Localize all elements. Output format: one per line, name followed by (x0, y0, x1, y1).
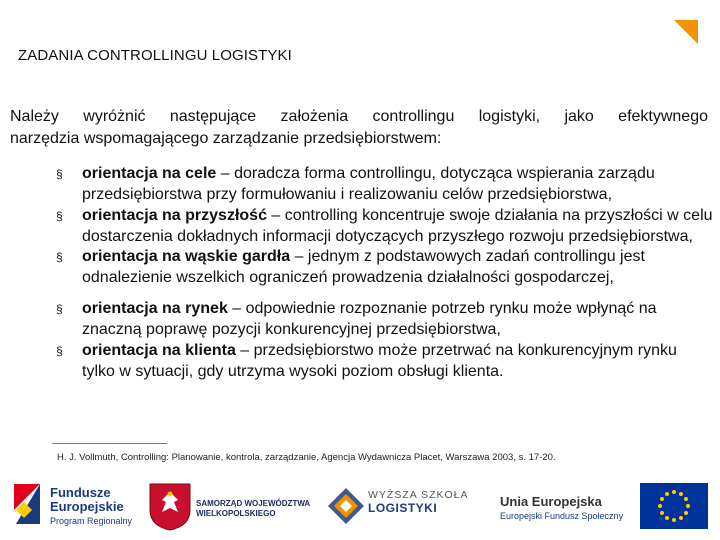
bullet-marker: § (56, 250, 63, 264)
list-item (0, 247, 714, 288)
bullet-text: – przedsiębiorstwo może przetrwać na konkurencyjnym rynku tylko w sytuacji, gdy utrzyma wysoki poziom obsługi klienta. (82, 342, 677, 380)
bullet-text: – odpowiednie rozpoznanie potrzeb rynku może wpłynąć na znaczną poprawę pozycji konkurencyjnej przedsiębiorstwa, (82, 300, 657, 338)
footnote-divider (52, 443, 167, 444)
bullet-marker: § (56, 167, 63, 181)
bullet-heading: orientacja na przyszłość (82, 207, 267, 224)
bullet-text: – controlling koncentruje swoje działania na przyszłości w celu dostarczenia dokładnych informacji dotyczących przyszłego rozwoju przedsiębiorstwa, (82, 207, 713, 245)
samorzad-line-2: WIELKOPOLSKIEGO (196, 509, 276, 518)
list-item (0, 341, 714, 382)
samorzad-line-1: SAMORZĄD WOJEWÓDZTWA (196, 499, 311, 508)
eu-flag-icon (640, 483, 708, 529)
intro-paragraph (10, 106, 708, 150)
bullet-list (0, 164, 720, 382)
ue-line-2: Europejski Fundusz Społeczny (500, 511, 624, 521)
samorzad-logo-text (196, 499, 310, 519)
list-item (0, 299, 714, 340)
corner-triangle-icon (674, 20, 698, 44)
fe-line-2: Europejskie (50, 499, 124, 514)
bullet-text: – doradcza forma controllingu, dotycząca wspierania zarządu przedsiębiorstwa przy formułowaniu i realizowaniu celów przedsiębiorstwa, (82, 165, 655, 203)
wsl-logo-icon (326, 486, 366, 526)
ue-line-1: Unia Europejska (500, 494, 602, 509)
bullet-marker: § (56, 209, 63, 223)
wsl-line-2: LOGISTYKI (368, 501, 438, 515)
unia-europejska-logo-text (500, 494, 623, 524)
wsl-line-1: WYŻSZA SZKOŁA (368, 489, 469, 501)
bullet-heading: orientacja na klienta (82, 342, 236, 359)
fe-line-3: Program Regionalny (50, 516, 133, 526)
intro-line-1: Należy wyróżnić następujące założenia controllingu logistyki, jako efektywnego (10, 108, 708, 125)
bullet-text: – jednym z podstawowych zadań controllingu jest odnalezienie wszelkich ograniczeń prowadzenia działalności gospodarczej, (82, 248, 645, 286)
bullet-heading: orientacja na rynek (82, 300, 228, 317)
fundusze-europejskie-logo-text (50, 486, 132, 528)
list-item (0, 164, 714, 205)
intro-line-2: narzędzia wspomagającego zarządzanie przedsiębiorstwem: (10, 130, 442, 147)
coat-of-arms-icon (148, 482, 192, 532)
bullet-heading: orientacja na wąskie gardła (82, 248, 291, 265)
bullet-marker: § (56, 344, 63, 358)
list-item (0, 206, 714, 247)
wsl-logo-text (368, 489, 469, 515)
bullet-marker: § (56, 302, 63, 316)
slide-title: ZADANIA CONTROLLINGU LOGISTYKI (18, 47, 292, 64)
fe-line-1: Fundusze (50, 485, 111, 500)
fundusze-europejskie-logo-icon (10, 480, 46, 528)
footnote: H. J. Vollmuth, Controlling: Planowanie, kontrola, zarządzanie, Agencja Wydawnicza Placet, Warszawa 2003, s. 17-20. (57, 452, 556, 463)
bullet-heading: orientacja na cele (82, 165, 217, 182)
